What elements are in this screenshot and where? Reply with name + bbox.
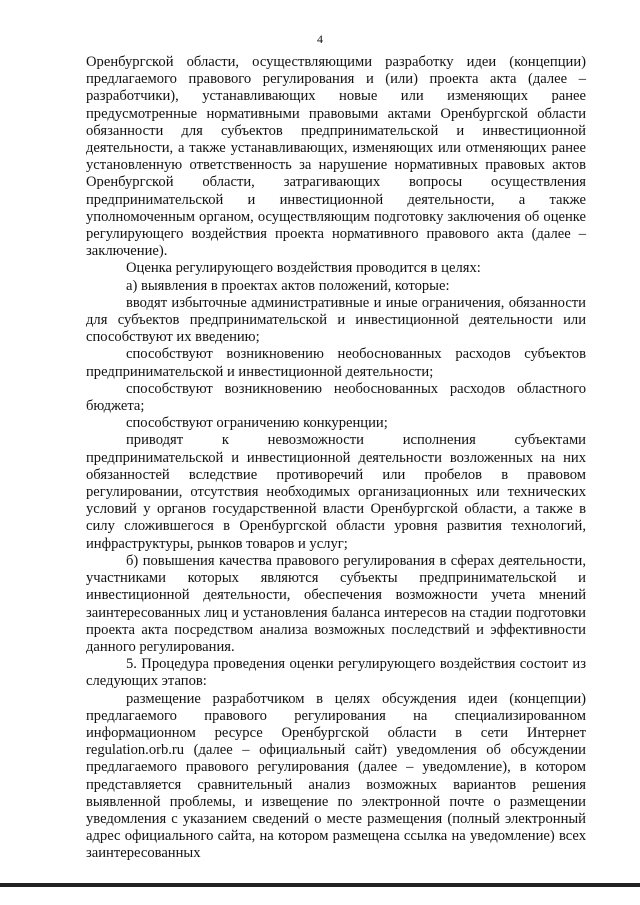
paragraph: способствуют ограничению конкуренции; xyxy=(126,415,388,432)
paragraph: вводят избыточные административные и иные ограничения, обязанности для субъектов предпринимательской и инвестиционной деятельности или способствуют их введению; xyxy=(86,294,586,346)
paragraph: Оценка регулирующего воздействия проводится в целях: xyxy=(126,260,481,277)
paragraph: способствуют возникновению необоснованных расходов областного бюджета; xyxy=(86,380,586,415)
document-body xyxy=(86,54,586,863)
paragraph: способствуют возникновению необоснованных расходов субъектов предпринимательской и инвестиционной деятельности; xyxy=(86,346,586,380)
paragraph: а) выявления в проектах актов положений, которые: xyxy=(126,277,450,294)
page-number: 4 xyxy=(317,32,323,46)
paragraph: 5. Процедура проведения оценки регулирующего воздействия состоит из следующих этапов: xyxy=(86,656,586,690)
paragraph: б) повышения качества правового регулирования в сферах деятельности, участниками которых являются субъекты предпринимательской и инвестиционной деятельности, обеспечения возможности учета мнений заинтересованных лиц и установления баланса интересов на стадии подготовки проекта акта посредством анализа возможных последствий и эффективности данного регулирования. xyxy=(86,552,586,655)
paragraph: Оренбургской области, осуществляющими разработку идеи (концепции) предлагаемого правового регулирования и (или) проекта акта (далее – разработчики), устанавливающих новые или изменяющих ранее предусмотренные нормативными правовыми актами Оренбургской области обязанности для субъектов предпринимательской и инвестиционной деятельности, а также устанавливающих, изменяющих или отменяющих ранее установленную ответственность за нарушение нормативных правовых актов Оренбургской области, затрагивающих вопросы осуществления предпринимательской и инвестиционной деятельности, а также уполномоченным органом, осуществляющим подготовку заключения об оценке регулирующего воздействия проекта нормативного правового акта (далее – заключение). xyxy=(86,54,586,260)
paragraph: размещение разработчиком в целях обсуждения идеи (концепции) предлагаемого правового регулирования на специализированном информационном ресурсе Оренбургской области в сети Интернет regulation.orb.ru (далее – официальный сайт) уведомления об обсуждении предлагаемого правового регулирования (далее – уведомление), в котором представляется сравнительный анализ возможных вариантов решения выявленной проблемы, и извещение по электронной почте о размещении уведомления с указанием сведений о месте размещения (полный электронный адрес официального сайта, на котором размещена ссылка на уведомление) всех заинтересованных xyxy=(86,690,586,862)
paragraph: приводят к невозможности исполнения субъектами предпринимательской и инвестиционной деятельности возложенных на них обязанностей вследствие противоречий или пробелов в правовом регулировании, отсутствия необходимых организационных или технических условий у органов государственной власти Оренбургской области, а также в силу сложившегося в Оренбургской области уровня развития технологий, инфраструктуры, рынков товаров и услуг; xyxy=(86,432,586,552)
page-bottom-border xyxy=(0,883,640,887)
